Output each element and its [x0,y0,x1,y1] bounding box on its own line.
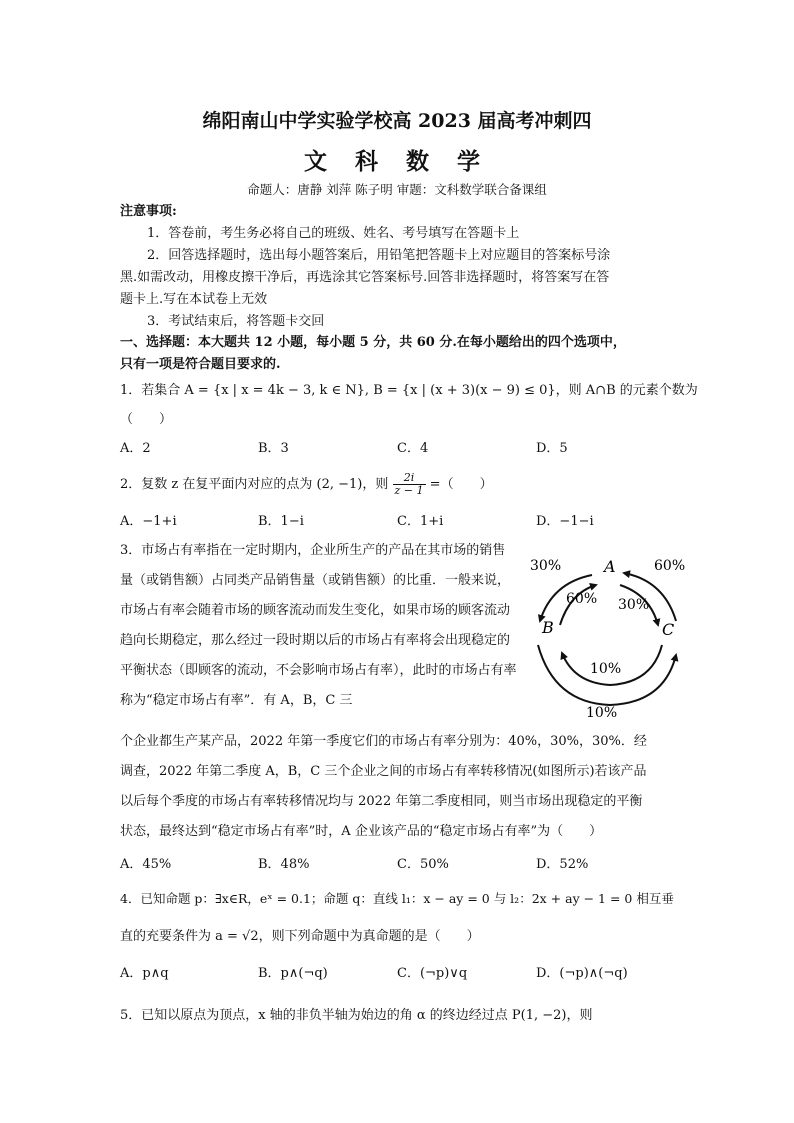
note-item-3: 3．考试结束后，将答题卡交回 [147,314,325,329]
node-a: A [604,557,616,576]
note-item-1: 1．答卷前，考生务必将自己的班级、姓名、考号填写在答题卡上 [147,226,520,241]
q4-line-1: 4．已知命题 p：∃x∈R，eˣ = 0.1；命题 q：直线 l₁：x − ay = 0 与 l₂：2x + ay − 1 = 0 相互垂 [120,891,674,906]
q3-option-b: B．48% [258,857,310,872]
section-heading-cont: 只有一项是符合题目要求的. [120,357,281,372]
q3-paragraph: 3．市场占有率指在一定时期内，企业所生产的产品在其市场的销售量（或销售额）占同类产品销售量（或销售额）的比重．一般来说，市场占有率会随着市场的顾客流动而发生变化，如果市场的顾客流动趋向长期稳定，那么经过一段时期以后的市场占有率将会出现稳定的平衡状态（即顾客的流动，不会影响市场占有率），此时的市场占有率称为“稳定市场占有率”．有 A，B，C 三 [120,543,517,708]
label-outer-ac: 60% [654,558,686,574]
q3-line-1: 个企业都生产某产品，2022 年第一季度它们的市场占有率分别为：40%，30%，30%．经 [120,734,647,749]
note-item-2-end: 题卡上.写在本试卷上无效 [120,292,268,307]
q2-option-a: A．−1+i [120,514,177,529]
q1-paren: （ ） [120,412,173,427]
q1-option-b: B．3 [258,441,289,456]
q3-line-2: 调查，2022 年第二季度 A，B，C 三个企业之间的市场占有率转移情况(如图所示)若该产品 [120,764,647,779]
q1-option-d: D．5 [536,441,568,456]
label-inner-bc: 10% [590,661,622,677]
market-share-diagram [524,545,694,725]
notes-heading: 注意事项: [120,204,177,219]
q2-fraction-den: z − 1 [394,484,424,497]
q4-option-c: C．(¬p)∨q [397,966,468,981]
q5-line-1: 5．已知以原点为顶点，x 轴的非负半轴为始边的角 α 的终边经过点 P(1, −2)，则 [120,1008,593,1023]
node-b: B [542,618,554,637]
q2-stem-pre: 2．复数 z 在复平面内对应的点为 (2, −1)，则 [120,477,389,492]
q1-option-c: C．4 [397,441,429,456]
exam-title: 绵阳南山中学实验学校高 2023 届高考冲刺四 [202,110,592,132]
q3-option-d: D．52% [536,857,589,872]
note-item-2: 2．回答选择题时，选出每小题答案后，用铅笔把答题卡上对应题目的答案标号涂 [147,248,611,263]
q4-line-2: 直的充要条件为 a = √2，则下列命题中为真命题的是（ ） [120,929,480,944]
note-item-2-cont: 黑.如需改动，用橡皮擦干净后，再选涂其它答案标号.回答非选择题时，将答案写在答 [120,270,610,285]
label-outer-bc: 10% [586,705,618,721]
q3-option-a: A．45% [120,857,172,872]
q2-option-d: D．−1−i [536,514,594,529]
node-c: C [662,620,675,639]
label-outer-ab: 30% [530,558,562,574]
q4-option-d: D．(¬p)∧(¬q) [536,966,628,981]
q2-stem-post: =（ ） [429,477,493,492]
q4-option-a: A．p∧q [120,966,169,981]
label-inner-ac: 30% [618,597,650,613]
exam-authors: 命题人：唐静 刘萍 陈子明 审题：文科数学联合备课组 [247,182,547,197]
section-heading: 一、选择题：本大题共 12 小题，每小题 5 分，共 60 分.在每小题给出的四个选项中， [120,335,626,350]
label-inner-ab: 60% [566,591,598,607]
q2-fraction-num: 2i [393,472,426,485]
q3-line-3: 以后每个季度的市场占有率转移情况均与 2022 年第二季度相同，则当市场出现稳定的平衡 [120,794,643,809]
q2-fraction [393,472,426,497]
exam-subject: 文 科 数 学 [303,148,491,175]
q2-option-c: C．1+i [397,514,444,529]
q2-option-b: B．1−i [258,514,304,529]
q4-option-b: B．p∧(¬q) [258,966,328,981]
q2-stem [120,472,493,497]
q3-line-4: 状态，最终达到“稳定市场占有率”时，A 企业该产品的“稳定市场占有率”为（ ） [120,824,603,839]
q3-option-c: C．50% [397,857,449,872]
q1-option-a: A．2 [120,441,151,456]
q1-stem: 1．若集合 A = {x | x = 4k − 3, k ∈ N}, B = {x | (x + 3)(x − 9) ≤ 0}，则 A∩B 的元素个数为 [120,383,698,398]
